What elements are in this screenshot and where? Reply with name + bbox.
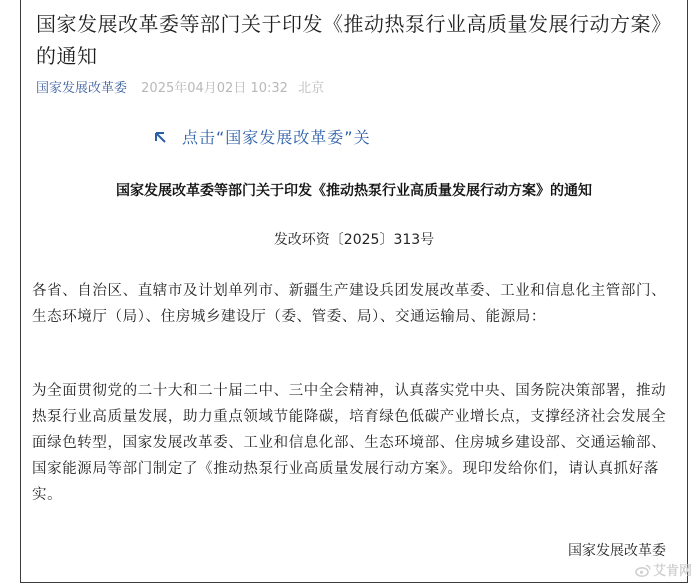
watermark-text: 艾肯网 — [652, 564, 692, 579]
recipients-paragraph: 各省、自治区、直辖市及计划单列市、新疆生产建设兵团发展改革委、工业和信息化主管部门、生态环境厅（局）、住房城乡建设厅（委、管委、局）、交通运输局、能源局： — [32, 283, 667, 325]
publisher-link[interactable]: 国家发展改革委 — [36, 81, 128, 96]
body-paragraph: 为全面贯彻党的二十大和二十届二中、三中全会精神，认真落实党中央、国务院决策部署，推动热泵行业高质量发展，助力重点领域节能降碳，培育绿色低碳产业增长点，支撑经济社会发展全面绿色转型，国家发展改革委、工业和信息化部、生态环境部、住房城乡建设部、交通运输部、国家能源局等部门制定了《推动热泵行业高质量发展行动方案》。现印发给你们，请认真抓好落实。 — [32, 383, 667, 503]
publish-datetime: 2025年04月02日 10:32 — [141, 81, 288, 96]
document-title: 国家发展改革委等部门关于印发《推动热泵行业高质量发展行动方案》的通知 — [116, 183, 592, 199]
article-meta — [36, 80, 324, 98]
watermark — [635, 563, 692, 581]
article-title: 国家发展改革委等部门关于印发《推动热泵行业高质量发展行动方案》的通知 — [36, 12, 672, 68]
arrow-up-left-icon — [152, 129, 168, 149]
signature: 国家发展改革委 — [568, 543, 666, 559]
follow-text: 点击“国家发展改革委”关 — [182, 128, 371, 147]
follow-prompt[interactable] — [152, 126, 371, 150]
publish-location: 北京 — [298, 81, 325, 96]
weibo-logo-icon — [635, 564, 651, 577]
document-number: 发改环资〔2025〕313号 — [273, 232, 435, 248]
